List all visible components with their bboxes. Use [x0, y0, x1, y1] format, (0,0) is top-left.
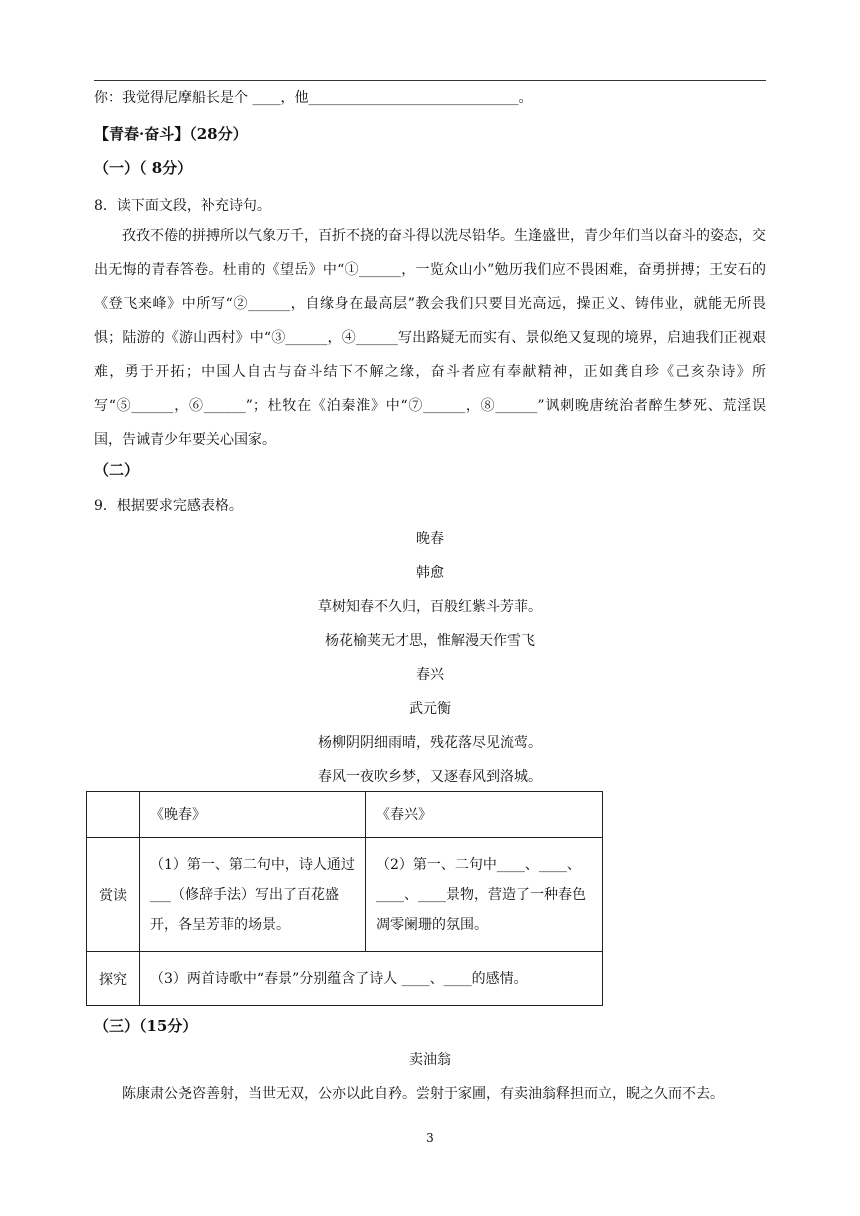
poem2-title: 春兴 [416, 667, 444, 683]
table-row-appreciation [87, 838, 603, 952]
part1-heading: （一）（ 8分） [94, 159, 193, 177]
passage-title: 卖油翁 [409, 1052, 451, 1068]
table-cell-q1: （1）第一、第二句中，诗人通过___（修辞手法）写出了百花盛开，各呈芳菲的场景。 [140, 838, 366, 952]
question-8: 8．读下面文段，补充诗句。 [94, 198, 271, 214]
table-cell-q3: （3）两首诗歌中“春景”分别蕴含了诗人 ____、____的感情。 [140, 952, 603, 1006]
question-8-paragraph: 孜孜不倦的拼搏所以气象万千，百折不挠的奋斗得以洗尽铅华。生逢盛世，青少年们当以奋斗的姿态，交出无悔的青春答卷。杜甫的《望岳》中“①______，一览众山小”勉历我们应不畏困难，奋勇拼搏；王安石的《登飞来峰》中所写“②______，自缘身在最高层”教会我们只要目光高远，操正义、铸伟业，就能无所畏惧；陆游的《游山西村》中“③______，④______写出路疑无而实有、景似绝又复现的境界，启迪我们正视艰难，勇于开拓；中国人自古与奋斗结下不解之缘，奋斗者应有奉献精神，正如龚自珍《己亥杂诗》所写“⑤______，⑥______”；杜牧在《泊秦淮》中“⑦______，⑧______”讽刺晚唐统治者醉生梦死、荒淫误国，告诫青少年要关心国家。 [94, 228, 766, 448]
table-col-chunxing: 《春兴》 [366, 792, 603, 838]
table-header-row [87, 792, 603, 838]
table-cell-q2: （2）第一、二句中____、____、____、____景物，营造了一种春色凋零阑珊的氛围。 [366, 838, 603, 952]
poem1-line2: 杨花榆荚无才思，惟解漫天作雪飞 [325, 633, 535, 649]
passage-line1: 陈康肃公尧咨善射，当世无双，公亦以此自矜。尝射于家圃，有卖油翁释担而立，睨之久而不去。 [122, 1086, 724, 1102]
appreciation-table [86, 791, 603, 1006]
poem2-line1: 杨柳阴阴细雨晴，残花落尽见流莺。 [318, 735, 542, 751]
table-row-label-appreciation: 赏读 [87, 838, 140, 952]
table-col-wanchun: 《晚春》 [140, 792, 366, 838]
section-title: 【青春·奋斗】（28分） [94, 125, 248, 143]
prev-answer-line: 你：我觉得尼摩船长是个 ____，他______________________________。 [94, 90, 533, 106]
part3-heading: （三）（15分） [94, 1017, 198, 1035]
table-row-label-inquiry: 探究 [87, 952, 140, 1006]
page-number: 3 [426, 1131, 434, 1145]
poem1-author: 韩愈 [416, 565, 444, 581]
table-row-inquiry [87, 952, 603, 1006]
table-corner-cell [87, 792, 140, 838]
poem1-line1: 草树知春不久归，百般红紫斗芳菲。 [318, 599, 542, 615]
part2-heading: （二） [94, 461, 140, 479]
poem1-title: 晚春 [416, 531, 444, 547]
header-rule [94, 80, 766, 81]
question-9: 9．根据要求完感表格。 [94, 498, 243, 514]
poem2-author: 武元衡 [409, 701, 451, 717]
poem2-line2: 春风一夜吹乡梦，又逐春风到洛城。 [318, 769, 542, 785]
